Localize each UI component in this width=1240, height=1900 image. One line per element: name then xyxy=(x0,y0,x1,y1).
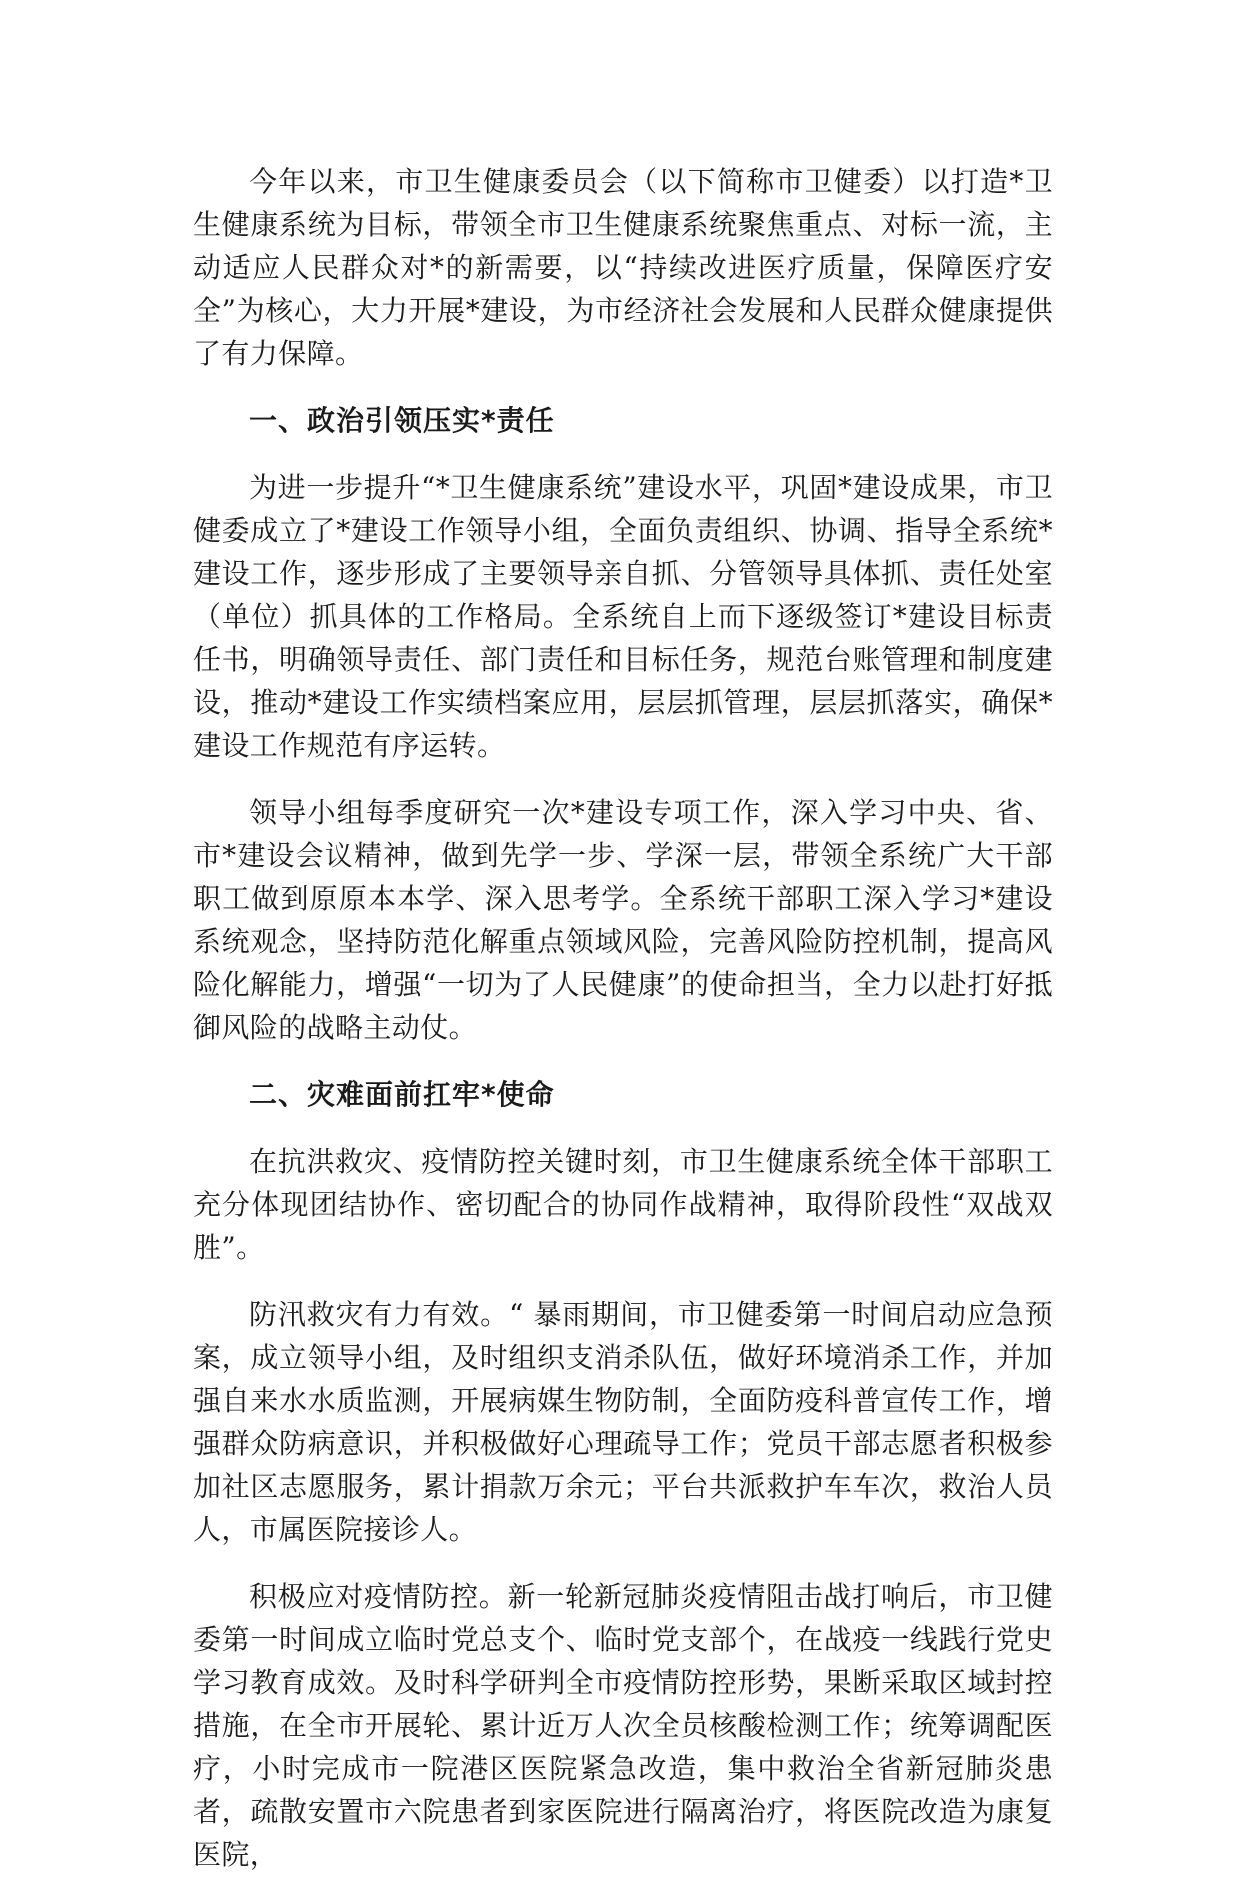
section1-paragraph-2: 领导小组每季度研究一次*建设专项工作，深入学习中央、省、市*建设会议精神，做到先学一步、学深一层，带领全系统广大干部职工做到原原本本学、深入思考学。全系统干部职工深入学习*建设系统观念，坚持防范化解重点领域风险，完善风险防控机制，提高风险化解能力，增强“一切为了人民健康”的使命担当，全力以赴打好抵御风险的战略主动仗。 xyxy=(193,796,1053,1044)
section2-paragraph-1: 在抗洪救灾、疫情防控关键时刻，市卫生健康系统全体干部职工充分体现团结协作、密切配合的协同作战精神，取得阶段性“双战双胜”。 xyxy=(193,1145,1053,1264)
document-page xyxy=(193,160,1053,1900)
section-heading-2: 二、灾难面前扛牢*使命 xyxy=(249,1078,555,1111)
section2-paragraph-2: 防汛救灾有力有效。“ 暴雨期间，市卫健委第一时间启动应急预案，成立领导小组，及时组织支消杀队伍，做好环境消杀工作，并加强自来水水质监测，开展病媒生物防制，全面防疫科普宣传工作，增强群众防病意识，并积极做好心理疏导工作；党员干部志愿者积极参加社区志愿服务，累计捐款万余元；平台共派救护车车次，救治人员人，市属医院接诊人。 xyxy=(193,1298,1053,1546)
intro-paragraph: 今年以来，市卫生健康委员会（以下简称市卫健委）以打造*卫生健康系统为目标，带领全市卫生健康系统聚焦重点、对标一流，主动适应人民群众对*的新需要，以“持续改进医疗质量，保障医疗安全”为核心，大力开展*建设，为市经济社会发展和人民群众健康提供了有力保障。 xyxy=(193,165,1054,370)
section1-paragraph-1: 为进一步提升“*卫生健康系统”建设水平，巩固*建设成果，市卫健委成立了*建设工作领导小组，全面负责组织、协调、指导全系统*建设工作，逐步形成了主要领导亲自抓、分管领导具体抓、责任处室（单位）抓具体的工作格局。全系统自上而下逐级签订*建设目标责任书，明确领导责任、部门责任和目标任务，规范台账管理和制度建设，推动*建设工作实绩档案应用，层层抓管理，层层抓落实，确保*建设工作规范有序运转。 xyxy=(193,471,1053,762)
section-heading-1: 一、政治引领压实*责任 xyxy=(249,404,555,437)
section2-paragraph-3: 积极应对疫情防控。新一轮新冠肺炎疫情阻击战打响后，市卫健委第一时间成立临时党总支个、临时党支部个，在战疫一线践行党史学习教育成效。及时科学研判全市疫情防控形势，果断采取区域封控措施，在全市开展轮、累计近万人次全员核酸检测工作；统筹调配医疗，小时完成市一院港区医院紧急改造，集中救治全省新冠肺炎患者，疏散安置市六院患者到家医院进行隔离治疗，将医院改造为康复医院， xyxy=(193,1580,1053,1871)
